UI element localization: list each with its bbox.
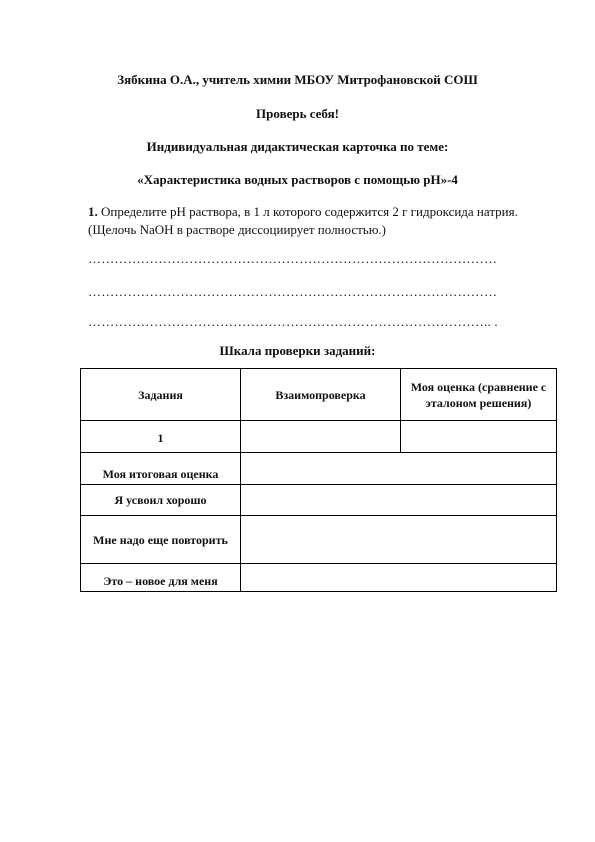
topic-title: «Характеристика водных растворов с помощью рН»-4 — [137, 172, 458, 187]
answer-line-3[interactable]: ……………………………………………………………………………….. . — [88, 314, 498, 329]
new-for-me-cell[interactable] — [241, 564, 557, 592]
peer-check-cell[interactable] — [241, 421, 401, 453]
task-note: (Щелочь NaOH в растворе диссоциирует полностью.) — [88, 222, 387, 237]
header-my-grade: Моя оценка (сравнение с эталоном решения) — [401, 369, 557, 421]
table-row — [81, 453, 557, 485]
learned-well-cell[interactable] — [241, 485, 557, 516]
task-number-cell: 1 — [81, 421, 241, 453]
task-text: Определите рН раствора, в 1 л которого содержится 2 г гидроксида натрия. — [97, 204, 518, 219]
scale-title: Шкала проверки заданий: — [219, 343, 376, 358]
learned-well-label: Я усвоил хорошо — [81, 485, 241, 516]
new-for-me-label: Это – новое для меня — [81, 564, 241, 592]
my-grade-cell[interactable] — [401, 421, 557, 453]
final-grade-label: Моя итоговая оценка — [81, 453, 241, 485]
task-number: 1. — [88, 204, 98, 219]
assessment-table — [80, 368, 557, 592]
need-repeat-label: Мне надо еще повторить — [81, 516, 241, 564]
answer-line-1[interactable]: ………………………………………………………………………………… — [88, 251, 498, 266]
check-yourself-heading: Проверь себя! — [256, 106, 339, 121]
final-grade-cell[interactable] — [241, 453, 557, 485]
card-title: Индивидуальная дидактическая карточка по теме: — [146, 139, 449, 154]
table-header-row — [81, 369, 557, 421]
answer-line-2[interactable]: ………………………………………………………………………………… — [88, 284, 498, 299]
header-peer-check: Взаимопроверка — [241, 369, 401, 421]
table-row — [81, 485, 557, 516]
task-1 — [88, 203, 558, 239]
table-row — [81, 516, 557, 564]
need-repeat-cell[interactable] — [241, 516, 557, 564]
header-tasks: Задания — [81, 369, 241, 421]
table-row — [81, 421, 557, 453]
author-line: Зябкина О.А., учитель химии МБОУ Митрофановской СОШ — [117, 72, 478, 87]
table-row — [81, 564, 557, 592]
